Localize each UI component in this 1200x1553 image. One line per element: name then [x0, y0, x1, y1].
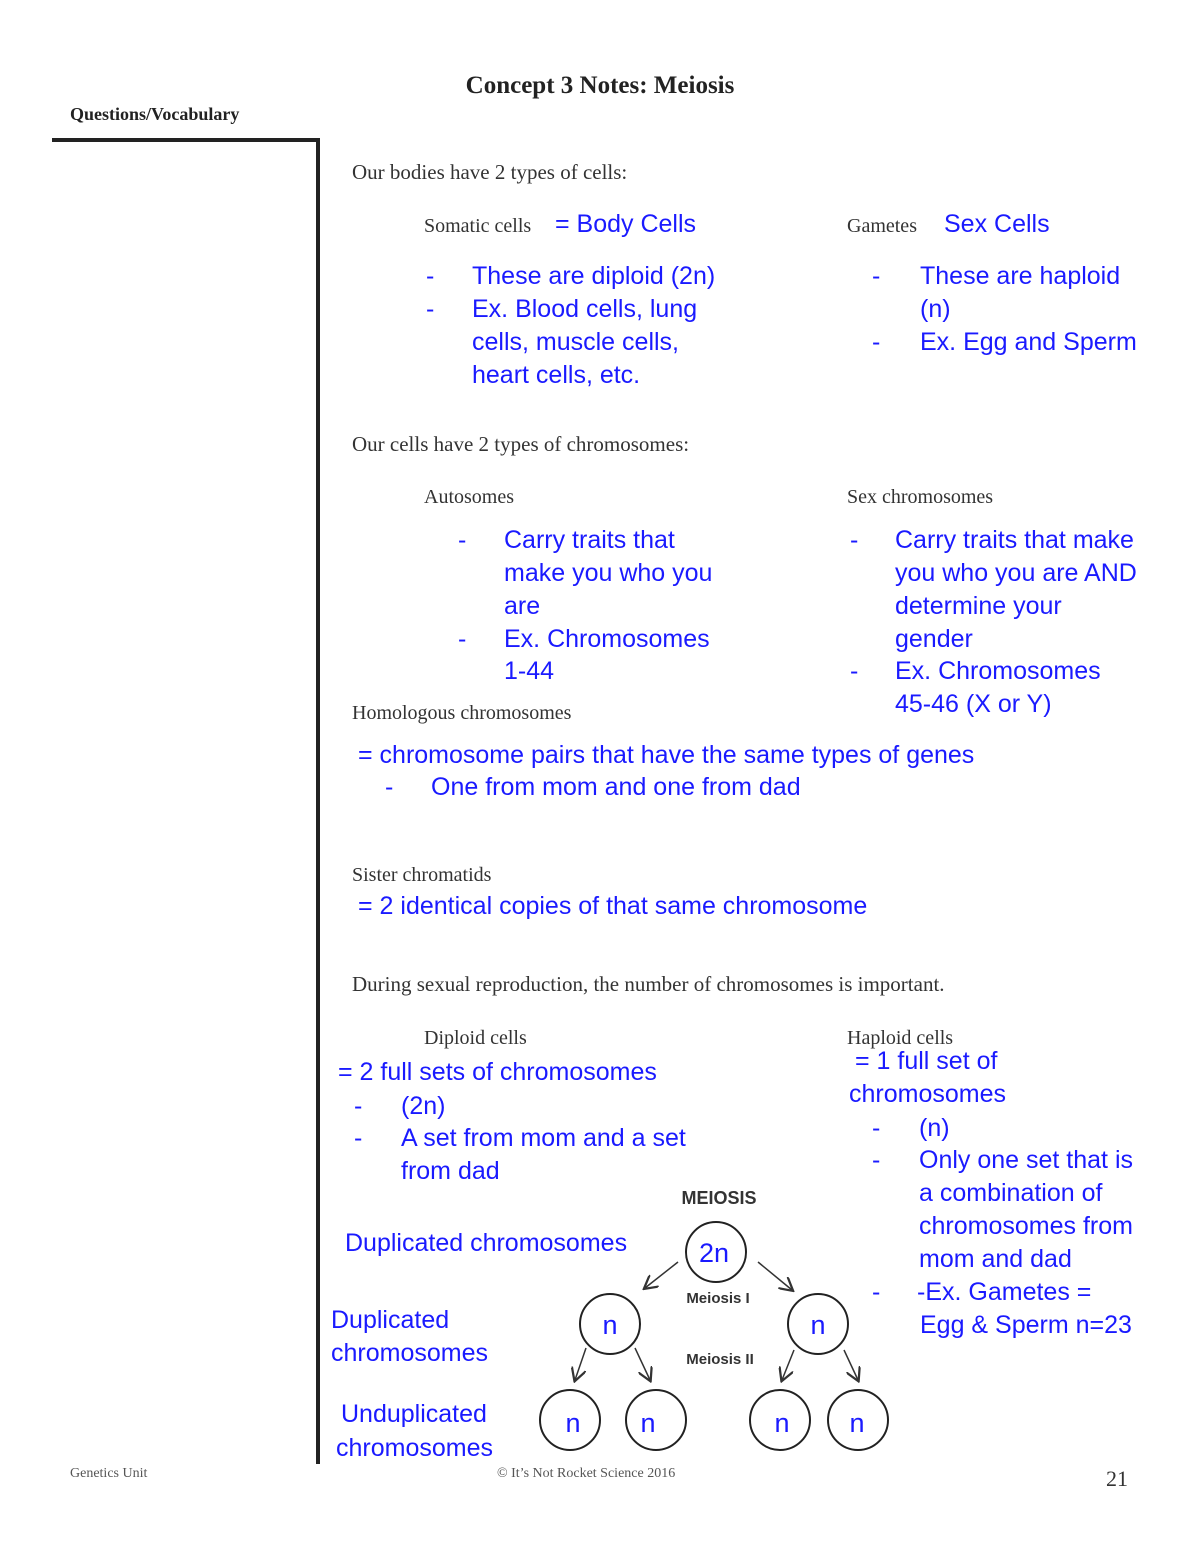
- autosomes-line-5: 1-44: [504, 657, 555, 685]
- meiosis-title: MEIOSIS: [681, 1188, 757, 1208]
- sister-label: Sister chromatids: [352, 864, 492, 886]
- footer-center: © It’s Not Rocket Science 2016: [497, 1466, 676, 1481]
- somatic-bullet-1: These are diploid (2n): [472, 262, 716, 290]
- gametes-label: Gametes: [847, 215, 917, 237]
- somatic-bullet-4: heart cells, etc.: [472, 361, 641, 389]
- diploid-dash-2: -: [354, 1124, 363, 1152]
- sex-chromosomes-label: Sex chromosomes: [847, 486, 994, 508]
- gametes-bullet-1: These are haploid: [920, 262, 1121, 290]
- reproduction-intro: During sexual reproduction, the number of chromosomes is important.: [352, 972, 945, 996]
- sex-line-1: Carry traits that make: [895, 526, 1134, 554]
- cell-2n-label: 2n: [698, 1238, 730, 1268]
- sex-line-3: determine your: [895, 592, 1062, 620]
- autosomes-line-4: Ex. Chromosomes: [504, 625, 710, 653]
- autosomes-dash-2: -: [458, 625, 467, 653]
- meiosis-i-label: Meiosis I: [686, 1290, 750, 1307]
- arrow-left-1: [645, 1262, 678, 1288]
- haploid-dash-1: -: [872, 1114, 881, 1142]
- autosomes-line-2: make you who you: [504, 559, 713, 587]
- somatic-answer: = Body Cells: [555, 210, 697, 238]
- gametes-bullet-3: Ex. Egg and Sperm: [920, 328, 1137, 356]
- arrow-right-1: [758, 1262, 792, 1290]
- haploid-line-5: mom and dad: [919, 1245, 1072, 1273]
- somatic-dash-1: -: [426, 262, 435, 290]
- somatic-bullet-3: cells, muscle cells,: [472, 328, 679, 356]
- sex-dash-1: -: [850, 526, 859, 554]
- sex-dash-2: -: [850, 657, 859, 685]
- homologous-dash: -: [385, 773, 394, 801]
- autosomes-line-3: are: [504, 592, 541, 620]
- sex-line-6: 45-46 (X or Y): [895, 690, 1052, 718]
- arrow-rr: [844, 1350, 858, 1380]
- gametes-dash-1: -: [872, 262, 881, 290]
- haploid-definition-2: chromosomes: [849, 1080, 1006, 1108]
- annotation-unduplicated-b: chromosomes: [336, 1434, 493, 1462]
- page-number: 21: [1106, 1466, 1128, 1491]
- arrow-ll: [575, 1348, 586, 1380]
- haploid-line-4: chromosomes from: [919, 1212, 1133, 1240]
- haploid-label: Haploid cells: [847, 1027, 954, 1049]
- page-title: Concept 3 Notes: Meiosis: [465, 72, 735, 99]
- somatic-dash-2: -: [426, 295, 435, 323]
- footer-left: Genetics Unit: [70, 1466, 148, 1481]
- somatic-bullet-2: Ex. Blood cells, lung: [472, 295, 698, 323]
- haploid-definition-1: = 1 full set of: [855, 1047, 998, 1075]
- meiosis-diagram: [520, 1180, 920, 1460]
- arrow-lr: [635, 1348, 650, 1380]
- sister-definition: = 2 identical copies of that same chromosome: [358, 892, 868, 920]
- chromosomes-intro: Our cells have 2 types of chromosomes:: [352, 432, 690, 456]
- haploid-dash-3: -: [872, 1278, 881, 1306]
- gametes-bullet-2: (n): [920, 295, 951, 323]
- annotation-duplicated-2b: chromosomes: [331, 1339, 488, 1367]
- homologous-bullet: One from mom and one from dad: [431, 773, 801, 801]
- autosomes-dash-1: -: [458, 526, 467, 554]
- cell-n-2: [626, 1390, 686, 1450]
- cell-n-3-label: n: [774, 1408, 790, 1438]
- autosomes-label: Autosomes: [424, 486, 514, 508]
- diploid-line-1: (2n): [401, 1092, 446, 1120]
- gametes-answer: Sex Cells: [944, 210, 1050, 238]
- arrow-rl: [782, 1350, 794, 1380]
- gametes-dash-2: -: [872, 328, 881, 356]
- homologous-label: Homologous chromosomes: [352, 702, 572, 724]
- sex-line-2: you who you are AND: [895, 559, 1137, 587]
- divider-vertical: [316, 138, 320, 1464]
- diploid-definition: = 2 full sets of chromosomes: [338, 1058, 657, 1086]
- diploid-line-2: A set from mom and a set: [401, 1124, 686, 1152]
- cell-n-1-label: n: [565, 1408, 581, 1438]
- haploid-dash-2: -: [872, 1146, 881, 1174]
- annotation-duplicated-2a: Duplicated: [331, 1306, 450, 1334]
- meiosis-ii-label: Meiosis II: [686, 1351, 754, 1368]
- cell-n-right-label: n: [810, 1310, 826, 1340]
- somatic-label: Somatic cells: [424, 215, 532, 237]
- sex-line-5: Ex. Chromosomes: [895, 657, 1101, 685]
- sidebar-heading: Questions/Vocabulary: [70, 104, 240, 124]
- diploid-dash-1: -: [354, 1092, 363, 1120]
- cell-n-left-label: n: [602, 1310, 618, 1340]
- annotation-duplicated-1: Duplicated chromosomes: [345, 1229, 628, 1257]
- homologous-definition: = chromosome pairs that have the same types of genes: [358, 741, 975, 769]
- divider-horizontal: [52, 138, 320, 142]
- haploid-line-2: Only one set that is: [919, 1146, 1134, 1174]
- diploid-line-3: from dad: [401, 1157, 500, 1185]
- sex-line-4: gender: [895, 625, 973, 653]
- haploid-line-1: (n): [919, 1114, 950, 1142]
- haploid-line-3: a combination of: [919, 1179, 1103, 1207]
- haploid-line-6: -Ex. Gametes =: [917, 1278, 1092, 1306]
- haploid-line-7: Egg & Sperm n=23: [920, 1311, 1132, 1339]
- autosomes-line-1: Carry traits that: [504, 526, 675, 554]
- diploid-label: Diploid cells: [424, 1027, 527, 1049]
- cells-intro: Our bodies have 2 types of cells:: [352, 160, 628, 184]
- annotation-unduplicated-a: Unduplicated: [341, 1400, 487, 1428]
- cell-n-4-label: n: [849, 1408, 865, 1438]
- cell-n-2-label: n: [640, 1408, 656, 1438]
